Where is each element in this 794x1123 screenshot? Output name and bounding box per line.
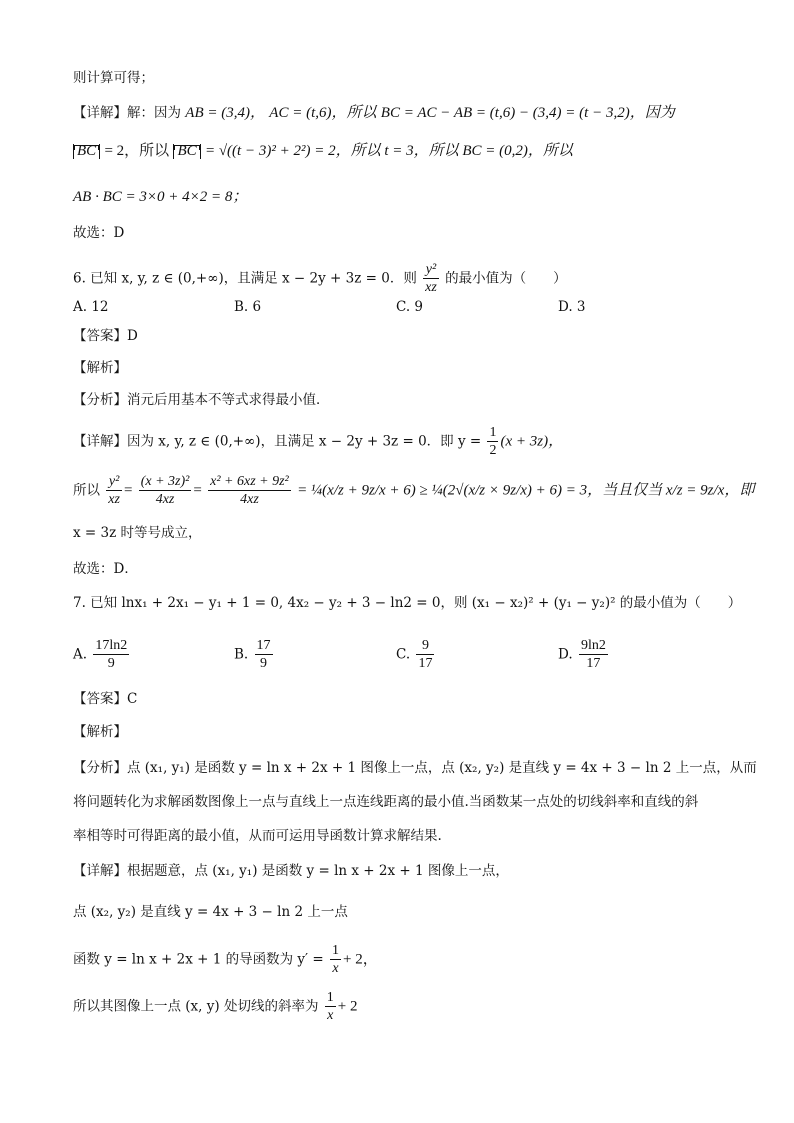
- text-line-1: 则计算可得；: [73, 70, 154, 86]
- abs-bc-2: BC: [173, 144, 200, 159]
- q7-detail-1: 【详解】根据题意，点 (x₁, y₁) 是函数 y = ln x + 2x + 1 图像上一点，: [73, 863, 509, 879]
- q6-option-c: C. 9: [396, 299, 424, 315]
- q7-option-b: B. $\frac{17}{9}$: [234, 638, 271, 672]
- q7-d4-fraction: $\frac{1}{x}$: [326, 990, 334, 1024]
- q7-jiexi: 【解析】: [73, 724, 127, 740]
- q6-eq-frac-b: $\frac{\text{(x + 3z)²}}{4xz}$: [140, 474, 190, 508]
- q6-eq-line-2: x = 3z 时等号成立，: [73, 525, 202, 541]
- q6-stem-tail: 的最小值为（ ）: [445, 270, 567, 287]
- q6-so: 所以: [73, 482, 100, 499]
- abs-bc: BC: [73, 144, 100, 159]
- text-line-2: [73, 106, 675, 121]
- q7-detail-2: 点 (x₂, y₂) 是直线 y = 4x + 3 − ln 2 上一点: [73, 904, 348, 920]
- q6-fraction: $\frac{\text{y²}}{xz}$: [425, 262, 437, 296]
- q6-eq-frac-a: $\frac{\text{y²}}{xz}$: [108, 474, 120, 508]
- q7-option-c: C. $\frac{9}{17}$: [396, 638, 433, 672]
- question-7-stem: 7. 已知 lnx₁ + 2x₁ − y₁ + 1 = 0, 4x₂ − y₂ + 3 − ln2 = 0，则 (x₁ − x₂)² + (y₁ − y₂)² 的最小值为（ ）: [73, 595, 742, 611]
- detail-tag: 【详解】: [73, 105, 127, 121]
- choose-line: 故选：D: [73, 225, 125, 241]
- q7-fenxi-2: 将问题转化为求解函数图像上一点与直线上一点连线距离的最小值.当函数某一点处的切线斜率和直线的斜: [73, 794, 699, 810]
- vector-eq-ab: AB = (3,4)，: [185, 105, 265, 121]
- q6-equation: 所以 $\frac{\text{y²}}{xz}$ = $\frac{\text{(x + 3z)²}}{4xz}$ = $\frac{\text{x² + 6xz + 9z²}}{4xz}$ = ¼(x/z + 9z/x + 6) ≥ ¼(2√(x/z × 9z/x) + 6) = 3，当且仅当 x/z = 9z/x，即: [73, 474, 755, 508]
- q6-jiexi: 【解析】: [73, 360, 127, 376]
- q6-stem-text: 6. 已知 x, y, z ∈ (0,+∞)，且满足 x − 2y + 3z = 0．则: [73, 270, 417, 287]
- detail-text: 解：因为: [127, 105, 181, 121]
- q6-detail: [73, 425, 563, 459]
- q6-fenxi: 【分析】消元后用基本不等式求得最小值．: [73, 392, 330, 408]
- question-6-stem: [73, 262, 567, 296]
- q7-answer: 【答案】C: [73, 691, 138, 707]
- q6-option-b: B. 6: [234, 299, 262, 315]
- q7-fenxi-3: 率相等时可得距离的最小值，从而可运用导函数计算求解结果.: [73, 828, 442, 844]
- text-eq-2: = 2，所以: [104, 143, 170, 159]
- q6-detail-tag: 【详解】: [73, 433, 127, 450]
- sqrt-eq: = √((t − 3)² + 2²) = 2，所以 t = 3，所以 BC = (0,2)，所以: [204, 143, 573, 159]
- q6-half-fraction: $\frac{1}{2}$: [489, 425, 497, 459]
- q6-option-d: D. 3: [558, 299, 586, 315]
- q7-detail-4: 所以其图像上一点 (x, y) 处切线的斜率为 $\frac{1}{x}$ + 2: [73, 990, 358, 1024]
- q6-eq-rest: = ¼(x/z + 9z/x + 6) ≥ ¼(2√(x/z × 9z/x) + 6) = 3，当且仅当 x/z = 9z/x，即: [297, 482, 755, 499]
- vector-eq-bc: BC = AC − AB = (t,6) − (3,4) = (t − 3,2)，因为: [380, 105, 675, 121]
- text-line-3: [73, 144, 573, 159]
- vector-eq-ac: AC = (t,6)，所以: [269, 105, 377, 121]
- q6-detail-tail: (x + 3z)，: [500, 433, 564, 450]
- q7-detail-3: 函数 y = ln x + 2x + 1 的导函数为 y′ = $\frac{1}{x}$ + 2，: [73, 943, 378, 977]
- q7-option-a: A. $\frac{17\ln 2}{9}$: [73, 638, 128, 672]
- q7-fenxi-1: 【分析】点 (x₁, y₁) 是函数 y = ln x + 2x + 1 图像上一点，点 (x₂, y₂) 是直线 y = 4x + 3 − ln 2 上一点，从而: [73, 760, 757, 776]
- q6-answer: 【答案】D: [73, 328, 138, 344]
- q6-detail-text: 因为 x, y, z ∈ (0,+∞)，且满足 x − 2y + 3z = 0．即 y =: [127, 433, 482, 450]
- q6-option-a: A. 12: [73, 299, 109, 315]
- q6-choose: 故选：D．: [73, 561, 138, 577]
- q6-eq-frac-c: $\frac{\text{x² + 6xz + 9z²}}{4xz}$: [210, 474, 289, 508]
- q7-d3-fraction: $\frac{1}{x}$: [331, 943, 339, 977]
- q7-option-d: D. $\frac{9\ln 2}{17}$: [558, 638, 606, 672]
- text-line-4: AB · BC = 3×0 + 4×2 = 8；: [73, 189, 248, 205]
